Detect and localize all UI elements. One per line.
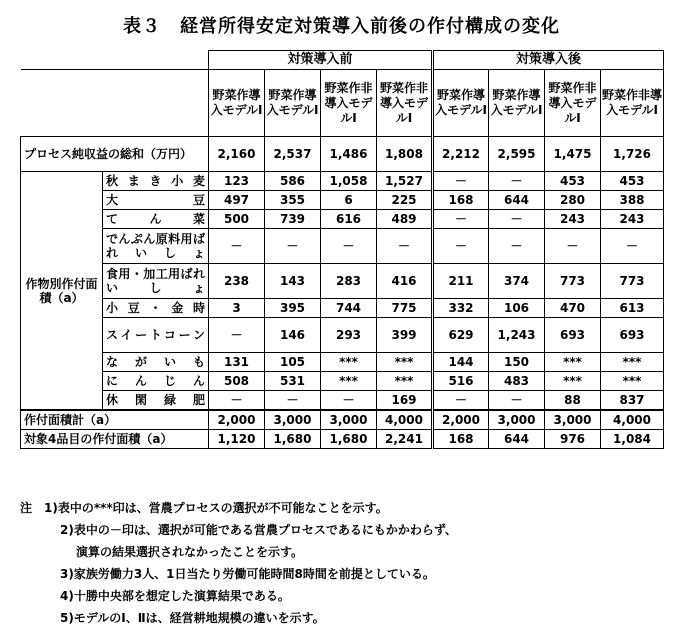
income-label: プロセス純収益の総和（万円） (21, 137, 209, 172)
table-cell: 489 (377, 210, 433, 229)
table-cell: 395 (265, 299, 321, 318)
crop-label: でんぷん原料用ばれいしょ (103, 229, 209, 264)
table-cell: 144 (433, 353, 489, 372)
table-cell: 106 (489, 299, 545, 318)
table-cell: 586 (265, 172, 321, 191)
table-cell: *** (601, 353, 664, 372)
total-row (21, 410, 664, 430)
table-row (21, 391, 664, 411)
table-cell: 3,000 (321, 410, 377, 430)
table-cell: 225 (377, 191, 433, 210)
table-cell: 169 (377, 391, 433, 411)
table-cell: 243 (545, 210, 601, 229)
corner-cell-2 (21, 70, 209, 137)
table-cell: *** (321, 372, 377, 391)
crop-label: 大豆 (103, 191, 209, 210)
crop-label: スイートコーン (103, 318, 209, 353)
crop-label: 食用・加工用ばれいしょ (103, 264, 209, 299)
table-cell: 2,160 (209, 137, 265, 172)
table-cell: 280 (545, 191, 601, 210)
table-cell: 6 (321, 191, 377, 210)
table-cell: 1,120 (209, 430, 265, 449)
table-cell: *** (321, 353, 377, 372)
table-cell: － (433, 210, 489, 229)
table-cell: 470 (545, 299, 601, 318)
table-cell: 146 (265, 318, 321, 353)
table-cell: 516 (433, 372, 489, 391)
note-line: 3)家族労働力3人、1日当たり労働可能時間8時間を前提としている。 (60, 567, 435, 581)
table-row (21, 229, 664, 264)
table-cell: 1,084 (601, 430, 664, 449)
model-header: 野菜作非導入モデルⅠ (601, 70, 664, 137)
crop-label: 秋まき小麦 (103, 172, 209, 191)
income-row (21, 137, 664, 172)
table-cell: － (209, 391, 265, 411)
table-cell: 374 (489, 264, 545, 299)
table-cell: 168 (433, 430, 489, 449)
table-cell: 1,243 (489, 318, 545, 353)
table-cell: 283 (321, 264, 377, 299)
table-cell: 775 (377, 299, 433, 318)
table-cell: 131 (209, 353, 265, 372)
table-cell: － (489, 391, 545, 411)
table-cell: － (433, 391, 489, 411)
table-cell: － (545, 229, 601, 264)
table-row (21, 210, 664, 229)
model-header: 野菜作非導入モデルⅠ (321, 70, 377, 137)
table-cell: 644 (489, 191, 545, 210)
group-header-row (21, 51, 664, 70)
table-cell: － (209, 229, 265, 264)
corner-cell (21, 51, 209, 70)
table-cell: － (265, 229, 321, 264)
table-cell: － (433, 172, 489, 191)
table-cell: 773 (601, 264, 664, 299)
table-cell: 613 (601, 299, 664, 318)
table-cell: 1,058 (321, 172, 377, 191)
table-cell: 483 (489, 372, 545, 391)
table-cell: 616 (321, 210, 377, 229)
table-cell: － (321, 391, 377, 411)
table-cell: 1,486 (321, 137, 377, 172)
table-cell: 1,680 (321, 430, 377, 449)
table-cell: 3,000 (265, 410, 321, 430)
table-row (21, 299, 664, 318)
table-cell: 2,000 (433, 410, 489, 430)
table-cell: 355 (265, 191, 321, 210)
target-row (21, 430, 664, 449)
table-cell: 453 (601, 172, 664, 191)
target-row-label: 対象4品目の作付面積（a） (21, 430, 209, 449)
crop-label: 小豆・金時 (103, 299, 209, 318)
table-cell: 2,595 (489, 137, 545, 172)
table-cell: 744 (321, 299, 377, 318)
crop-composition-table (20, 50, 664, 449)
table-row (21, 191, 664, 210)
table-cell: 2,537 (265, 137, 321, 172)
crop-label: てん菜 (103, 210, 209, 229)
table-cell: *** (545, 372, 601, 391)
table-cell: － (489, 229, 545, 264)
note-line: 2)表中の－印は、選択が可能である営農プロセスであるにもかかわらず、 (60, 523, 457, 537)
table-cell: － (209, 318, 265, 353)
table-cell: 143 (265, 264, 321, 299)
table-cell: 2,241 (377, 430, 433, 449)
model-header: 野菜作導入モデルⅠ (265, 70, 321, 137)
crop-label: 休閑緑肥 (103, 391, 209, 411)
table-cell: *** (377, 353, 433, 372)
table-cell: 105 (265, 353, 321, 372)
table-row (21, 372, 664, 391)
table-cell: 531 (265, 372, 321, 391)
note-line: 5)モデルのⅠ、Ⅱは、経営耕地規模の違いを示す。 (60, 611, 325, 625)
table-cell: 168 (433, 191, 489, 210)
table-cell: 497 (209, 191, 265, 210)
model-header-row (21, 70, 664, 137)
table-cell: 629 (433, 318, 489, 353)
group-header-after: 対策導入後 (433, 51, 664, 70)
table-cell: － (321, 229, 377, 264)
model-header: 野菜作導入モデルⅠ (433, 70, 489, 137)
table-cell: 150 (489, 353, 545, 372)
table-cell: 4,000 (377, 410, 433, 430)
table-cell: 243 (601, 210, 664, 229)
table-row (21, 318, 664, 353)
crop-label: にんじん (103, 372, 209, 391)
table-cell: 1,475 (545, 137, 601, 172)
table-cell: 211 (433, 264, 489, 299)
total-row-label: 作付面積計（a） (21, 410, 209, 430)
table-cell: 644 (489, 430, 545, 449)
table-cell: 773 (545, 264, 601, 299)
crop-label: ながいも (103, 353, 209, 372)
table-cell: 4,000 (601, 410, 664, 430)
model-header: 野菜作導入モデルⅠ (209, 70, 265, 137)
table-cell: 3,000 (545, 410, 601, 430)
table-cell: 1,808 (377, 137, 433, 172)
table-cell: 508 (209, 372, 265, 391)
notes (20, 497, 670, 629)
table-cell: *** (377, 372, 433, 391)
table-cell: 693 (545, 318, 601, 353)
crop-group-label: 作物別作付面積（a） (21, 172, 103, 411)
table-row (21, 172, 664, 191)
table-cell: 693 (601, 318, 664, 353)
table-cell: 399 (377, 318, 433, 353)
note-line: 注 1)表中の***印は、営農プロセスの選択が不可能なことを示す。 (20, 501, 388, 515)
table-cell: 3 (209, 299, 265, 318)
table-cell: 293 (321, 318, 377, 353)
table-cell: *** (601, 372, 664, 391)
note-line: 4)十勝中央部を想定した演算結果である。 (60, 589, 290, 603)
model-header: 野菜作非導入モデルⅠ (377, 70, 433, 137)
table-cell: 3,000 (489, 410, 545, 430)
table-cell: － (489, 172, 545, 191)
note-line: 演算の結果選択されなかったことを示す。 (76, 545, 304, 559)
table-cell: 1,680 (265, 430, 321, 449)
table-cell: 1,527 (377, 172, 433, 191)
table-cell: *** (545, 353, 601, 372)
table-cell: 2,000 (209, 410, 265, 430)
table-row (21, 353, 664, 372)
table-cell: 238 (209, 264, 265, 299)
group-header-before: 対策導入前 (209, 51, 433, 70)
table-cell: － (601, 229, 664, 264)
table-cell: 453 (545, 172, 601, 191)
table-cell: 388 (601, 191, 664, 210)
table-row (21, 264, 664, 299)
table-cell: － (265, 391, 321, 411)
model-header: 野菜作導入モデルⅠ (489, 70, 545, 137)
table-title: 表３ 経営所得安定対策導入前後の作付構成の変化 (123, 16, 560, 37)
table-cell: 332 (433, 299, 489, 318)
table-cell: 739 (265, 210, 321, 229)
table-cell: 2,212 (433, 137, 489, 172)
table-cell: 1,726 (601, 137, 664, 172)
table-cell: － (489, 210, 545, 229)
table-cell: 837 (601, 391, 664, 411)
table-cell: 500 (209, 210, 265, 229)
table-cell: 123 (209, 172, 265, 191)
table-cell: 416 (377, 264, 433, 299)
model-header: 野菜作非導入モデルⅠ (545, 70, 601, 137)
table-cell: 976 (545, 430, 601, 449)
table-cell: 88 (545, 391, 601, 411)
table-cell: － (433, 229, 489, 264)
table-cell: － (377, 229, 433, 264)
